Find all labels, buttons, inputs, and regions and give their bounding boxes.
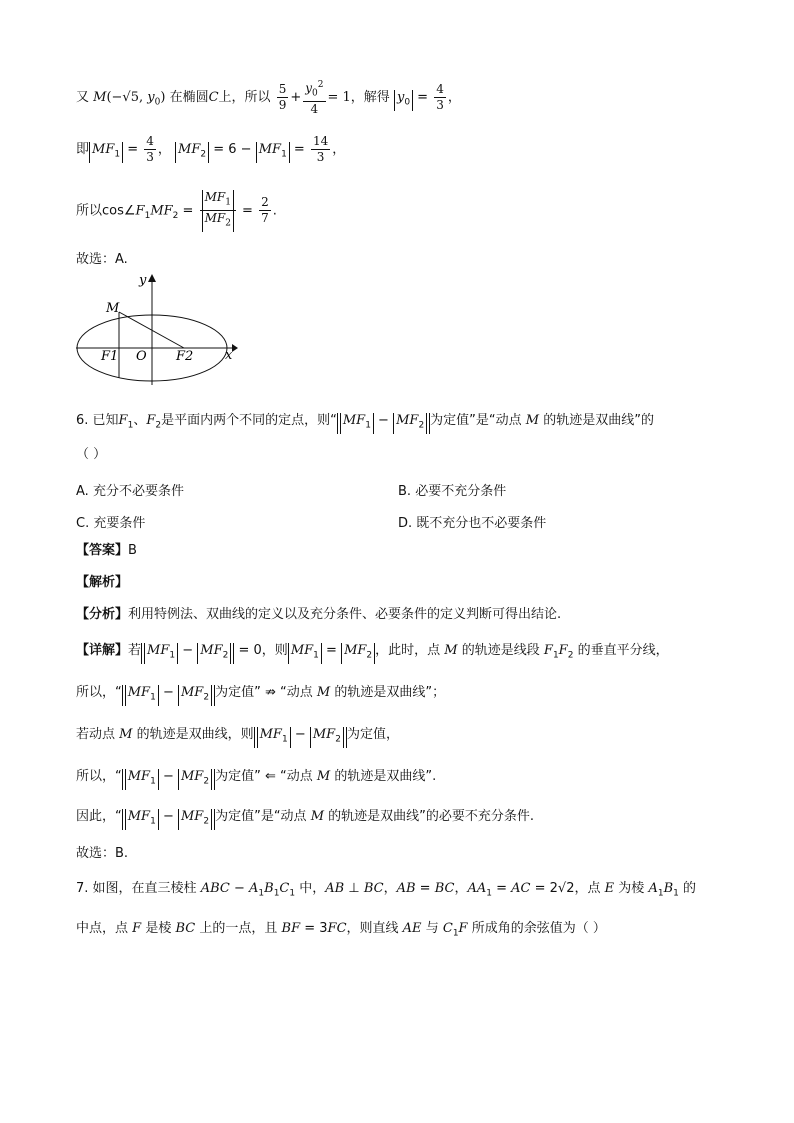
q7-stem-2: 中点，点 F 是棱 BC 上的一点，且 BF = 3FC，则直线 AE 与 $C_1F$ 所成角的余弦值为（ ） bbox=[76, 921, 606, 939]
label-y: y bbox=[139, 273, 147, 288]
q6-paren: （ ） bbox=[76, 447, 107, 462]
q6-detail-1: 【详解】若 $MF_1 - MF_2 = 0$，则 $MF_1 = MF_2$ ，此时，点 M 的轨迹是线段 $F_1F_2$ 的垂直平分线， bbox=[76, 642, 669, 665]
label-m: M bbox=[106, 301, 120, 316]
q6-detail-5: 因此，“ $MF_1 - MF_2$ 为定值”是“动点 M 的轨迹是双曲线”的必要不充分条件. bbox=[76, 808, 534, 830]
q7-stem-1: 7. 如图，在直三棱柱 ABC − $A_1B_1C_1$ 中，AB ⊥ BC，AB = BC，$AA_1$ = AC = 2√2，点 E 为棱 $A_1B_1$ 的 bbox=[76, 881, 697, 899]
label-o: O bbox=[136, 349, 147, 364]
q6-answer: 【答案】B bbox=[76, 543, 137, 558]
solution-line-2: 即 $MF_1$ = $\frac{4}{3}$ ， $MF_2 = 6 - MF_1$ = $\frac{14}{3}$ ， bbox=[76, 134, 346, 164]
q6-analysis-tag: 【解析】 bbox=[76, 575, 129, 590]
label-f2: F2 bbox=[176, 349, 194, 364]
q6-final-answer: 故选：B. bbox=[76, 846, 129, 861]
y-axis-arrow bbox=[148, 274, 156, 282]
math-point-m: M bbox=[93, 90, 107, 106]
label-x: x bbox=[225, 348, 233, 363]
q6-option-a[interactable]: A. 充分不必要条件 bbox=[76, 484, 184, 499]
x-axis-arrow bbox=[232, 344, 238, 352]
solution-line-3: 所以$\cos\angle F_1MF_2$ = $\frac{MF_1}{MF_2}$ = $\frac{2}{7}$ . bbox=[76, 190, 277, 232]
fraction-5-9: $\frac{5}{9}$ bbox=[278, 82, 287, 113]
ellipse-figure bbox=[72, 270, 242, 385]
label-f1: F1 bbox=[101, 349, 119, 364]
q6-detail-2: 所以，“ $MF_1 - MF_2$ 为定值” ⇏ “动点 M 的轨迹是双曲线”； bbox=[76, 684, 445, 706]
solution-line-1: 又 M(−√5, $y_0$) 在椭圆C上，所以 $\frac{5}{9}$ + $\frac{y_0^2}{4}$ = 1，解得 $y_0$ = $\frac{4}{3}$ ， bbox=[76, 80, 461, 117]
q6-option-c[interactable]: C. 充要条件 bbox=[76, 516, 146, 531]
solution-answer: 故选：A. bbox=[76, 252, 128, 267]
q6-detail-3: 若动点 M 的轨迹是双曲线，则 $MF_1 - MF_2$ 为定值， bbox=[76, 726, 399, 748]
q6-option-d[interactable]: D. 既不充分也不必要条件 bbox=[398, 516, 547, 531]
fraction-y0sq-4: $\frac{y_0^2}{4}$ bbox=[305, 80, 324, 117]
q6-detail-4: 所以，“ $MF_1 - MF_2$ 为定值” ⇐ “动点 M 的轨迹是双曲线”. bbox=[76, 768, 436, 790]
q6-option-b[interactable]: B. 必要不充分条件 bbox=[398, 484, 507, 499]
q6-analysis: 【分析】利用特例法、双曲线的定义以及充分条件、必要条件的定义判断可得出结论. bbox=[76, 607, 562, 622]
q6-stem: 6. 已知$F_1$、$F_2$是平面内两个不同的定点，则“ $MF_1 - MF_2$ 为定值”是“动点 M 的轨迹是双曲线”的 bbox=[76, 412, 654, 435]
